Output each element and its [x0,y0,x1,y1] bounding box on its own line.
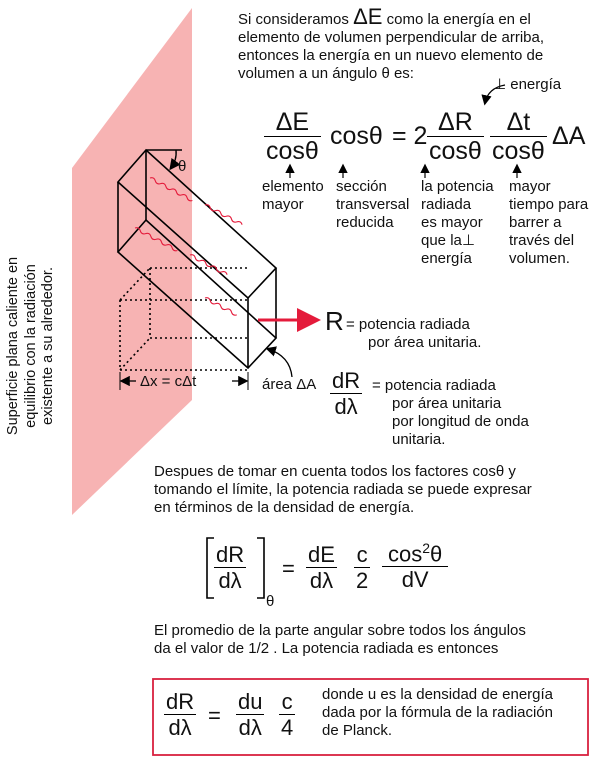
area-pointer [268,349,292,377]
eq2-frac-dr: $\frac{dR}{d\lambda}$ [216,542,245,593]
dx-label: Δx = cΔt [140,373,197,390]
left-bracket [207,538,214,598]
eq2-frac-de: $\frac{dE}{d\lambda}$ [308,542,335,593]
eq2-frac-cos: $\frac{\cos^2\theta}{dV}$ [382,536,448,592]
eq2-sub-theta: θ [266,593,275,610]
perp-energy-label: ⊥ energía [493,76,562,93]
annot-tiempo: mayor tiempo para barrer a través del volumen. [509,178,589,267]
eq1-frac-de: $\frac{\Delta E}{\cos\theta}$ [266,108,319,165]
intro-text: Si consideramos ΔE como la energía en el elemento de volumen perpendicular de arriba, entonces la energía en un nuevo elemento de volumen a un ángulo θ es: [238,4,545,82]
eq3-frac-du: $\frac{du}{d\lambda}$ [238,689,263,740]
drdl-definition: = potencia radiada por área unitaria por longitud de onda unitaria. [372,377,529,448]
eq2-equals: = [282,556,295,581]
eq3-frac-dr: $\frac{dR}{d\lambda}$ [166,689,195,740]
annot-potencia: la potencia radiada es mayor que la⊥ energía [421,178,494,267]
eq1-frac-dt: $\frac{\Delta t}{\cos\theta}$ [492,108,545,165]
eq3-equals: = [208,703,221,728]
r-definition: = potencia radiada por área unitaria. [346,316,482,351]
drdl-frac: $\frac{dR}{d\lambda}$ [332,368,361,419]
final-text: donde u es la densidad de energía dada por la fórmula de la radiación de Planck. [322,686,554,739]
side-label: Superficie plana caliente en equilibrio con la radiación existente a su alrededor. [5,256,56,436]
eq1-frac-dr: $\frac{\Delta R}{\cos\theta}$ [429,108,482,165]
annot-seccion: sección transversal reducida [336,178,410,231]
annotation-arrows [290,166,517,178]
eq1-da: ΔA [552,122,586,150]
r-symbol: R [325,306,344,336]
theta-label: θ [178,158,187,175]
eq3-frac-c4: $\frac{c}{4}$ [281,689,294,740]
eq2-frac-c2: $\frac{c}{2}$ [356,542,369,593]
promedio-paragraph: El promedio de la parte angular sobre todos los ángulos da el valor de 1/2 . La potencia radiada es entonces [154,622,526,657]
eq1-cos: cosθ [330,122,383,150]
despues-paragraph: Despues de tomar en cuenta todos los factores cosθ y tomando el límite, la potencia radiada se puede expresar en términos de la densidad de energía. [154,463,532,516]
right-bracket [257,538,264,598]
annot-elemento: elemento mayor [262,178,324,213]
delta-e: ΔE [353,4,383,29]
hot-surface [72,8,192,515]
eq1-equals-two: = 2 [392,122,428,150]
area-label: área ΔA [262,376,317,393]
